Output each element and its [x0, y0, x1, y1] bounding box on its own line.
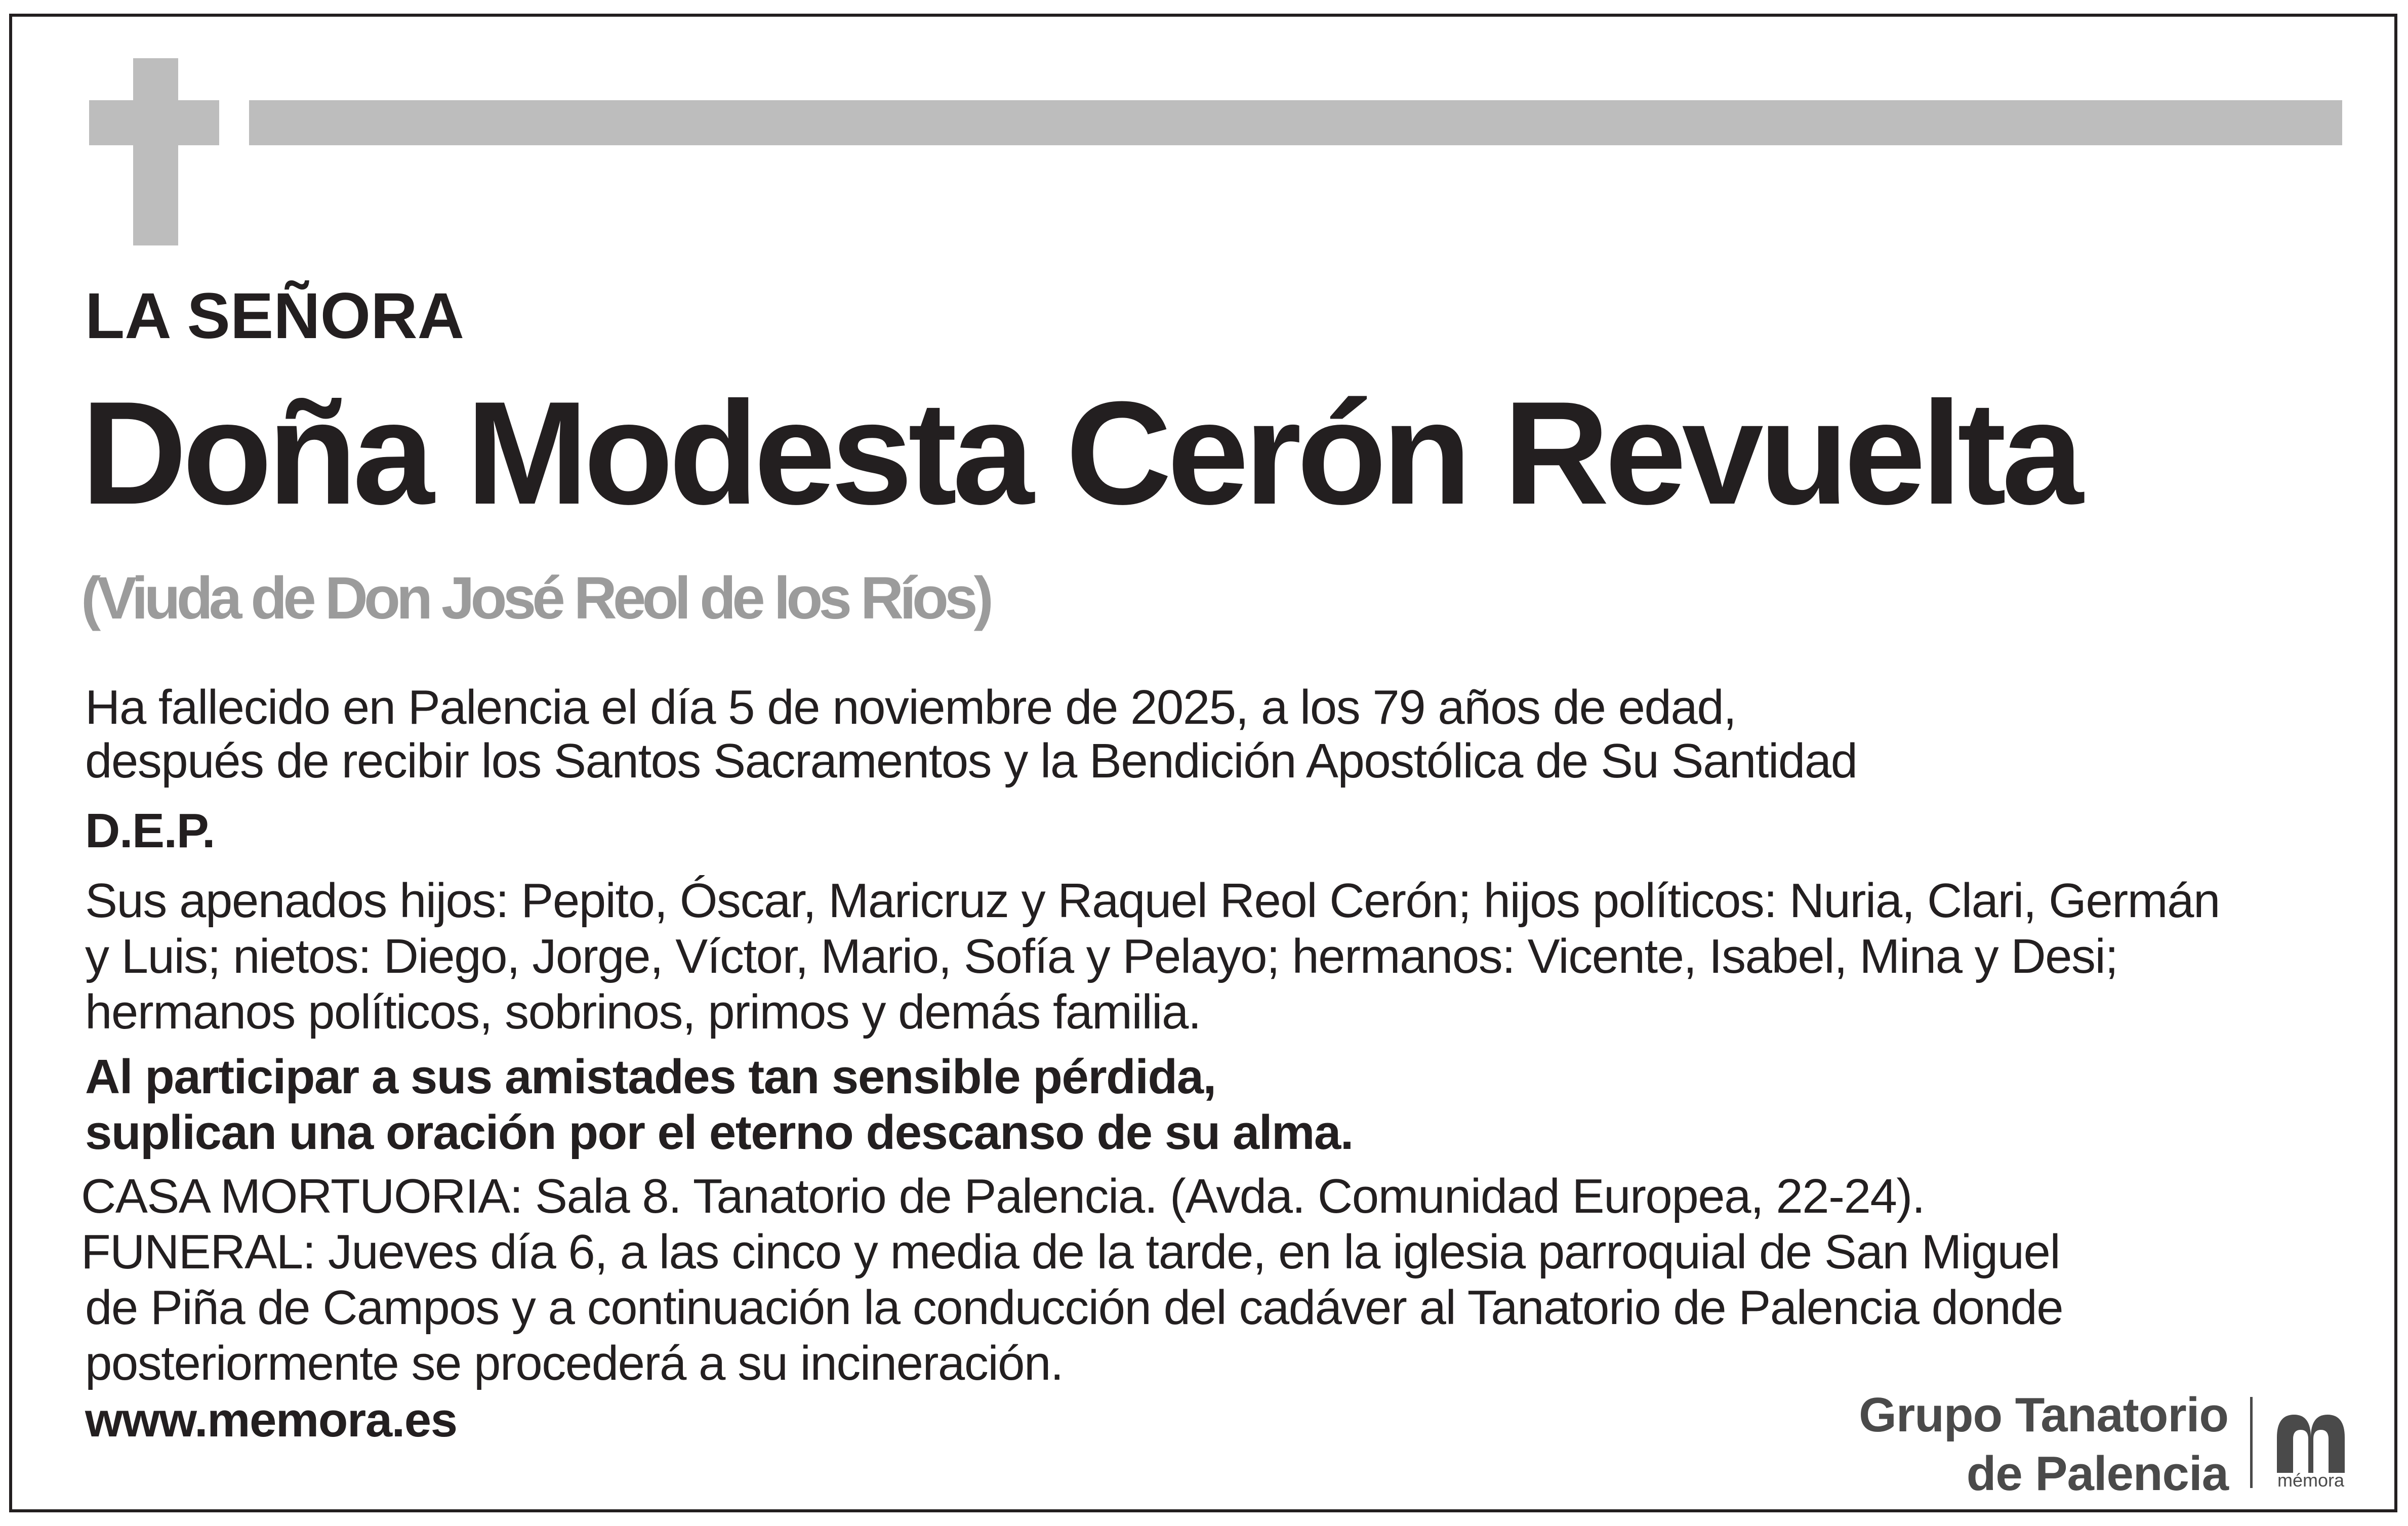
brand-line: de Palencia [1966, 1447, 2228, 1501]
widow-of: (Viuda de Don José Reol de los Ríos) [81, 565, 990, 632]
memora-logo-icon [2273, 1410, 2349, 1475]
funeral-line: posteriormente se procederá a su incineración. [85, 1336, 1064, 1390]
prayer-line: suplican una oración por el eterno descanso de su alma. [85, 1105, 1353, 1160]
website-link[interactable]: www.memora.es [85, 1393, 457, 1447]
header-bar [249, 100, 2342, 145]
cross-icon-arm [89, 100, 219, 145]
funeral-line: CASA MORTUORIA: Sala 8. Tanatorio de Palencia. (Avda. Comunidad Europea, 22-24). [81, 1169, 1925, 1223]
brand-divider [2250, 1397, 2253, 1488]
funeral-line: FUNERAL: Jueves día 6, a las cinco y media de la tarde, en la iglesia parroquial de San Miguel [81, 1225, 2060, 1279]
funeral-line: de Piña de Campos y a continuación la conducción del cadáver al Tanatorio de Palencia donde [85, 1281, 2063, 1335]
death-line: Ha fallecido en Palencia el día 5 de noviembre de 2025, a los 79 años de edad, [85, 680, 1736, 734]
logo-caption: mémora [2277, 1470, 2345, 1491]
brand-name [1859, 1386, 2228, 1503]
family-line: hermanos políticos, sobrinos, primos y demás familia. [85, 985, 1201, 1039]
deceased-name: Doña Modesta Cerón Revuelta [81, 371, 2079, 535]
honorific: LA SEÑORA [85, 280, 465, 352]
family-line: Sus apenados hijos: Pepito, Óscar, Maricruz y Raquel Reol Cerón; hijos políticos: Nuria, Clari, Germán [85, 874, 2220, 928]
prayer-line: Al participar a sus amistades tan sensible pérdida, [85, 1050, 1216, 1104]
cross-icon [133, 58, 178, 245]
family-line: y Luis; nietos: Diego, Jorge, Víctor, Mario, Sofía y Pelayo; hermanos: Vicente, Isabel, Mina y Desi; [85, 929, 2118, 983]
brand-line: Grupo Tanatorio [1859, 1388, 2228, 1442]
rip: D.E.P. [85, 804, 215, 858]
death-line: después de recibir los Santos Sacramentos y la Bendición Apostólica de Su Santidad [85, 734, 1857, 788]
